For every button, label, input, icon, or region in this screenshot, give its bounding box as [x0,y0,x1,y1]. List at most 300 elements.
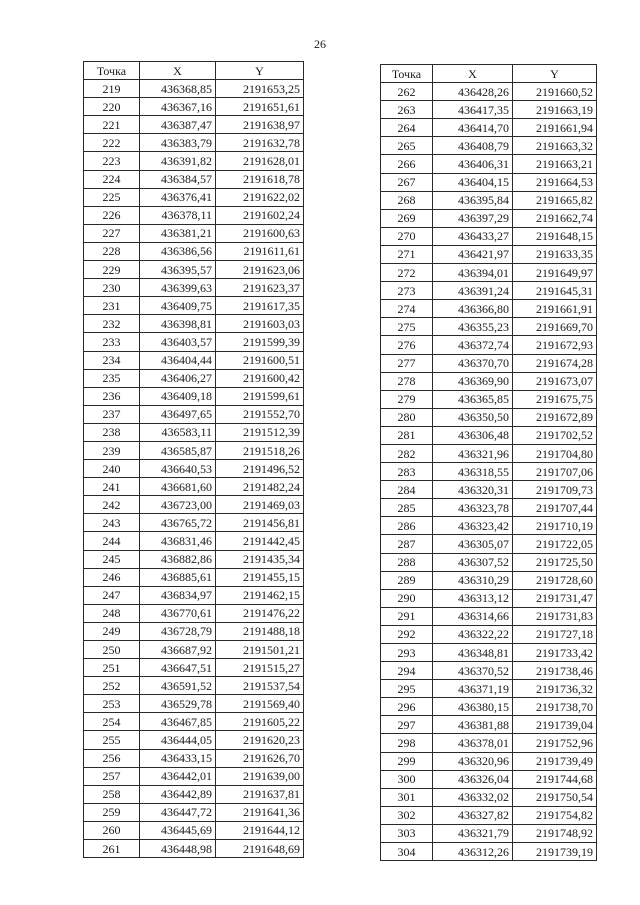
y-coordinate-cell: 2191675,75 [513,390,597,408]
table-row [84,242,304,260]
point-number-cell: 239 [84,441,140,459]
point-number-cell: 281 [381,426,433,444]
column-header-y: Y [216,62,304,80]
point-number-cell: 296 [381,698,433,716]
point-number-cell: 223 [84,152,140,170]
column-header-point: Точка [84,62,140,80]
x-coordinate-cell: 436376,41 [140,188,216,206]
y-coordinate-cell: 2191662,74 [513,209,597,227]
table-row [381,463,597,481]
x-coordinate-cell: 436314,66 [433,607,513,625]
y-coordinate-cell: 2191552,70 [216,405,304,423]
table-row [381,264,597,282]
point-number-cell: 285 [381,499,433,517]
y-coordinate-cell: 2191600,51 [216,351,304,369]
y-coordinate-cell: 2191744,68 [513,770,597,788]
x-coordinate-cell: 436323,42 [433,517,513,535]
point-number-cell: 238 [84,423,140,441]
x-coordinate-cell: 436378,11 [140,206,216,224]
x-coordinate-cell: 436409,18 [140,387,216,405]
y-coordinate-cell: 2191739,49 [513,752,597,770]
table-row [84,80,304,98]
y-coordinate-cell: 2191455,15 [216,568,304,586]
point-number-cell: 257 [84,767,140,785]
table-row [381,698,597,716]
point-number-cell: 242 [84,496,140,514]
table-row [84,279,304,297]
point-number-cell: 221 [84,116,140,134]
y-coordinate-cell: 2191476,22 [216,604,304,622]
table-row [381,571,597,589]
table-row [84,297,304,315]
x-coordinate-cell: 436428,26 [433,83,513,101]
point-number-cell: 271 [381,245,433,263]
x-coordinate-cell: 436312,26 [433,843,513,861]
x-coordinate-cell: 436318,55 [433,463,513,481]
x-coordinate-cell: 436323,78 [433,499,513,517]
x-coordinate-cell: 436406,27 [140,369,216,387]
point-number-cell: 249 [84,622,140,640]
x-coordinate-cell: 436444,05 [140,731,216,749]
point-number-cell: 276 [381,336,433,354]
point-number-cell: 282 [381,444,433,462]
y-coordinate-cell: 2191733,42 [513,644,597,662]
table-header-row [84,62,304,80]
point-number-cell: 260 [84,821,140,839]
point-number-cell: 264 [381,119,433,137]
table-row [381,119,597,137]
point-number-cell: 225 [84,188,140,206]
y-coordinate-cell: 2191665,82 [513,191,597,209]
x-coordinate-cell: 436391,82 [140,152,216,170]
table-row [381,644,597,662]
y-coordinate-cell: 2191648,69 [216,840,304,858]
point-number-cell: 227 [84,224,140,242]
table-row [381,662,597,680]
y-coordinate-cell: 2191709,73 [513,481,597,499]
y-coordinate-cell: 2191633,35 [513,245,597,263]
y-coordinate-cell: 2191512,39 [216,423,304,441]
point-number-cell: 284 [381,481,433,499]
y-coordinate-cell: 2191435,34 [216,550,304,568]
x-coordinate-cell: 436409,75 [140,297,216,315]
column-header-point: Точка [381,65,433,83]
point-number-cell: 233 [84,333,140,351]
y-coordinate-cell: 2191661,94 [513,119,597,137]
table-row [381,300,597,318]
table-row [381,336,597,354]
point-number-cell: 222 [84,134,140,152]
y-coordinate-cell: 2191664,53 [513,173,597,191]
point-number-cell: 293 [381,644,433,662]
point-number-cell: 274 [381,300,433,318]
x-coordinate-cell: 436395,84 [433,191,513,209]
table-row [84,840,304,858]
y-coordinate-cell: 2191618,78 [216,170,304,188]
y-coordinate-cell: 2191641,36 [216,803,304,821]
table-row [84,622,304,640]
table-header-row [381,65,597,83]
table-row [84,460,304,478]
table-row [381,824,597,842]
x-coordinate-cell: 436320,96 [433,752,513,770]
x-coordinate-cell: 436765,72 [140,514,216,532]
point-number-cell: 297 [381,716,433,734]
point-number-cell: 258 [84,785,140,803]
table-row [381,227,597,245]
x-coordinate-cell: 436647,51 [140,659,216,677]
point-number-cell: 240 [84,460,140,478]
y-coordinate-cell: 2191605,22 [216,713,304,731]
y-coordinate-cell: 2191462,15 [216,586,304,604]
point-number-cell: 275 [381,318,433,336]
coordinates-table-left [83,61,304,858]
point-number-cell: 229 [84,261,140,279]
point-number-cell: 301 [381,788,433,806]
point-number-cell: 252 [84,677,140,695]
x-coordinate-cell: 436406,31 [433,155,513,173]
table-row [84,333,304,351]
y-coordinate-cell: 2191626,70 [216,749,304,767]
x-coordinate-cell: 436398,81 [140,315,216,333]
x-coordinate-cell: 436408,79 [433,137,513,155]
y-coordinate-cell: 2191569,40 [216,695,304,713]
x-coordinate-cell: 436448,98 [140,840,216,858]
x-coordinate-cell: 436882,86 [140,550,216,568]
table-row [84,496,304,514]
y-coordinate-cell: 2191725,50 [513,553,597,571]
y-coordinate-cell: 2191748,92 [513,824,597,842]
y-coordinate-cell: 2191702,52 [513,426,597,444]
table-row [381,716,597,734]
x-coordinate-cell: 436728,79 [140,622,216,640]
x-coordinate-cell: 436497,65 [140,405,216,423]
x-coordinate-cell: 436583,11 [140,423,216,441]
table-row [381,481,597,499]
table-row [84,387,304,405]
x-coordinate-cell: 436414,70 [433,119,513,137]
y-coordinate-cell: 2191731,83 [513,607,597,625]
table-row [381,137,597,155]
x-coordinate-cell: 436834,97 [140,586,216,604]
point-number-cell: 299 [381,752,433,770]
y-coordinate-cell: 2191752,96 [513,734,597,752]
y-coordinate-cell: 2191673,07 [513,372,597,390]
table-row [381,390,597,408]
column-header-x: X [433,65,513,83]
table-row [84,767,304,785]
table-row [84,98,304,116]
table-row [84,568,304,586]
point-number-cell: 269 [381,209,433,227]
x-coordinate-cell: 436310,29 [433,571,513,589]
y-coordinate-cell: 2191731,47 [513,589,597,607]
y-coordinate-cell: 2191704,80 [513,444,597,462]
x-coordinate-cell: 436681,60 [140,478,216,496]
table-row [381,101,597,119]
x-coordinate-cell: 436327,82 [433,806,513,824]
point-number-cell: 232 [84,315,140,333]
table-row [84,188,304,206]
x-coordinate-cell: 436404,44 [140,351,216,369]
y-coordinate-cell: 2191638,97 [216,116,304,134]
x-coordinate-cell: 436640,53 [140,460,216,478]
table-row [381,589,597,607]
table-row [84,803,304,821]
table-row [381,843,597,861]
table-row [381,426,597,444]
y-coordinate-cell: 2191442,45 [216,532,304,550]
x-coordinate-cell: 436687,92 [140,641,216,659]
column-header-y: Y [513,65,597,83]
x-coordinate-cell: 436723,00 [140,496,216,514]
table-row [84,206,304,224]
point-number-cell: 253 [84,695,140,713]
point-number-cell: 228 [84,242,140,260]
x-coordinate-cell: 436447,72 [140,803,216,821]
point-number-cell: 292 [381,625,433,643]
point-number-cell: 268 [381,191,433,209]
x-coordinate-cell: 436355,23 [433,318,513,336]
table-row [381,625,597,643]
table-row [84,423,304,441]
table-row [381,354,597,372]
y-coordinate-cell: 2191482,24 [216,478,304,496]
point-number-cell: 303 [381,824,433,842]
x-coordinate-cell: 436350,50 [433,408,513,426]
table-row [381,770,597,788]
point-number-cell: 302 [381,806,433,824]
point-number-cell: 231 [84,297,140,315]
table-row [381,517,597,535]
y-coordinate-cell: 2191754,82 [513,806,597,824]
point-number-cell: 283 [381,463,433,481]
y-coordinate-cell: 2191637,81 [216,785,304,803]
y-coordinate-cell: 2191620,23 [216,731,304,749]
x-coordinate-cell: 436305,07 [433,535,513,553]
x-coordinate-cell: 436831,46 [140,532,216,550]
table-row [84,586,304,604]
point-number-cell: 288 [381,553,433,571]
y-coordinate-cell: 2191736,32 [513,680,597,698]
table-row [84,677,304,695]
x-coordinate-cell: 436433,27 [433,227,513,245]
y-coordinate-cell: 2191488,18 [216,622,304,640]
x-coordinate-cell: 436381,21 [140,224,216,242]
y-coordinate-cell: 2191603,03 [216,315,304,333]
y-coordinate-cell: 2191750,54 [513,788,597,806]
point-number-cell: 246 [84,568,140,586]
y-coordinate-cell: 2191496,52 [216,460,304,478]
x-coordinate-cell: 436369,90 [433,372,513,390]
point-number-cell: 278 [381,372,433,390]
y-coordinate-cell: 2191623,06 [216,261,304,279]
x-coordinate-cell: 436770,61 [140,604,216,622]
table-row [381,209,597,227]
coordinates-table-right [380,64,597,861]
x-coordinate-cell: 436445,69 [140,821,216,839]
x-coordinate-cell: 436442,89 [140,785,216,803]
point-number-cell: 286 [381,517,433,535]
table-row [381,535,597,553]
y-coordinate-cell: 2191710,19 [513,517,597,535]
x-coordinate-cell: 436370,70 [433,354,513,372]
y-coordinate-cell: 2191628,01 [216,152,304,170]
x-coordinate-cell: 436313,12 [433,589,513,607]
y-coordinate-cell: 2191623,37 [216,279,304,297]
point-number-cell: 224 [84,170,140,188]
point-number-cell: 294 [381,662,433,680]
table-row [381,372,597,390]
point-number-cell: 251 [84,659,140,677]
point-number-cell: 243 [84,514,140,532]
x-coordinate-cell: 436403,57 [140,333,216,351]
x-coordinate-cell: 436591,52 [140,677,216,695]
point-number-cell: 287 [381,535,433,553]
table-row [381,680,597,698]
y-coordinate-cell: 2191661,91 [513,300,597,318]
table-row [381,408,597,426]
point-number-cell: 256 [84,749,140,767]
x-coordinate-cell: 436395,57 [140,261,216,279]
y-coordinate-cell: 2191738,70 [513,698,597,716]
y-coordinate-cell: 2191518,26 [216,441,304,459]
table-row [381,191,597,209]
x-coordinate-cell: 436387,47 [140,116,216,134]
point-number-cell: 290 [381,589,433,607]
y-coordinate-cell: 2191469,03 [216,496,304,514]
table-row [84,351,304,369]
point-number-cell: 235 [84,369,140,387]
point-number-cell: 219 [84,80,140,98]
point-number-cell: 234 [84,351,140,369]
y-coordinate-cell: 2191707,44 [513,499,597,517]
table-row [84,478,304,496]
y-coordinate-cell: 2191669,70 [513,318,597,336]
point-number-cell: 226 [84,206,140,224]
x-coordinate-cell: 436585,87 [140,441,216,459]
x-coordinate-cell: 436371,19 [433,680,513,698]
x-coordinate-cell: 436326,04 [433,770,513,788]
table-row [84,532,304,550]
table-row [84,550,304,568]
table-row [381,155,597,173]
point-number-cell: 259 [84,803,140,821]
point-number-cell: 241 [84,478,140,496]
table-row [84,369,304,387]
x-coordinate-cell: 436399,63 [140,279,216,297]
y-coordinate-cell: 2191599,39 [216,333,304,351]
y-coordinate-cell: 2191672,89 [513,408,597,426]
table-row [381,318,597,336]
y-coordinate-cell: 2191648,15 [513,227,597,245]
point-number-cell: 298 [381,734,433,752]
y-coordinate-cell: 2191515,27 [216,659,304,677]
table-row [84,152,304,170]
table-row [381,173,597,191]
x-coordinate-cell: 436381,88 [433,716,513,734]
y-coordinate-cell: 2191738,46 [513,662,597,680]
x-coordinate-cell: 436366,80 [433,300,513,318]
point-number-cell: 279 [381,390,433,408]
point-number-cell: 220 [84,98,140,116]
point-number-cell: 265 [381,137,433,155]
table-row [381,734,597,752]
y-coordinate-cell: 2191727,18 [513,625,597,643]
y-coordinate-cell: 2191602,24 [216,206,304,224]
x-coordinate-cell: 436320,31 [433,481,513,499]
column-header-x: X [140,62,216,80]
y-coordinate-cell: 2191739,04 [513,716,597,734]
point-number-cell: 289 [381,571,433,589]
y-coordinate-cell: 2191617,35 [216,297,304,315]
x-coordinate-cell: 436307,52 [433,553,513,571]
y-coordinate-cell: 2191651,61 [216,98,304,116]
y-coordinate-cell: 2191639,00 [216,767,304,785]
x-coordinate-cell: 436306,48 [433,426,513,444]
table-row [381,245,597,263]
point-number-cell: 250 [84,641,140,659]
table-row [84,604,304,622]
table-row [84,170,304,188]
y-coordinate-cell: 2191645,31 [513,282,597,300]
y-coordinate-cell: 2191663,32 [513,137,597,155]
x-coordinate-cell: 436321,96 [433,444,513,462]
x-coordinate-cell: 436322,22 [433,625,513,643]
y-coordinate-cell: 2191674,28 [513,354,597,372]
table-row [381,282,597,300]
table-row [84,224,304,242]
point-number-cell: 266 [381,155,433,173]
table-row [84,659,304,677]
table-row [84,405,304,423]
point-number-cell: 280 [381,408,433,426]
x-coordinate-cell: 436321,79 [433,824,513,842]
point-number-cell: 304 [381,843,433,861]
table-row [84,641,304,659]
x-coordinate-cell: 436380,15 [433,698,513,716]
x-coordinate-cell: 436386,56 [140,242,216,260]
x-coordinate-cell: 436397,29 [433,209,513,227]
x-coordinate-cell: 436378,01 [433,734,513,752]
table-row [84,731,304,749]
table-row [84,441,304,459]
table-row [84,315,304,333]
x-coordinate-cell: 436417,35 [433,101,513,119]
table-row [381,83,597,101]
point-number-cell: 273 [381,282,433,300]
y-coordinate-cell: 2191632,78 [216,134,304,152]
y-coordinate-cell: 2191739,19 [513,843,597,861]
point-number-cell: 247 [84,586,140,604]
page-number: 26 [314,37,326,51]
y-coordinate-cell: 2191722,05 [513,535,597,553]
table-row [84,749,304,767]
x-coordinate-cell: 436348,81 [433,644,513,662]
point-number-cell: 236 [84,387,140,405]
point-number-cell: 295 [381,680,433,698]
point-number-cell: 270 [381,227,433,245]
table-row [84,134,304,152]
y-coordinate-cell: 2191599,61 [216,387,304,405]
point-number-cell: 237 [84,405,140,423]
table-row [381,752,597,770]
table-row [84,514,304,532]
point-number-cell: 245 [84,550,140,568]
y-coordinate-cell: 2191672,93 [513,336,597,354]
x-coordinate-cell: 436384,57 [140,170,216,188]
x-coordinate-cell: 436372,74 [433,336,513,354]
